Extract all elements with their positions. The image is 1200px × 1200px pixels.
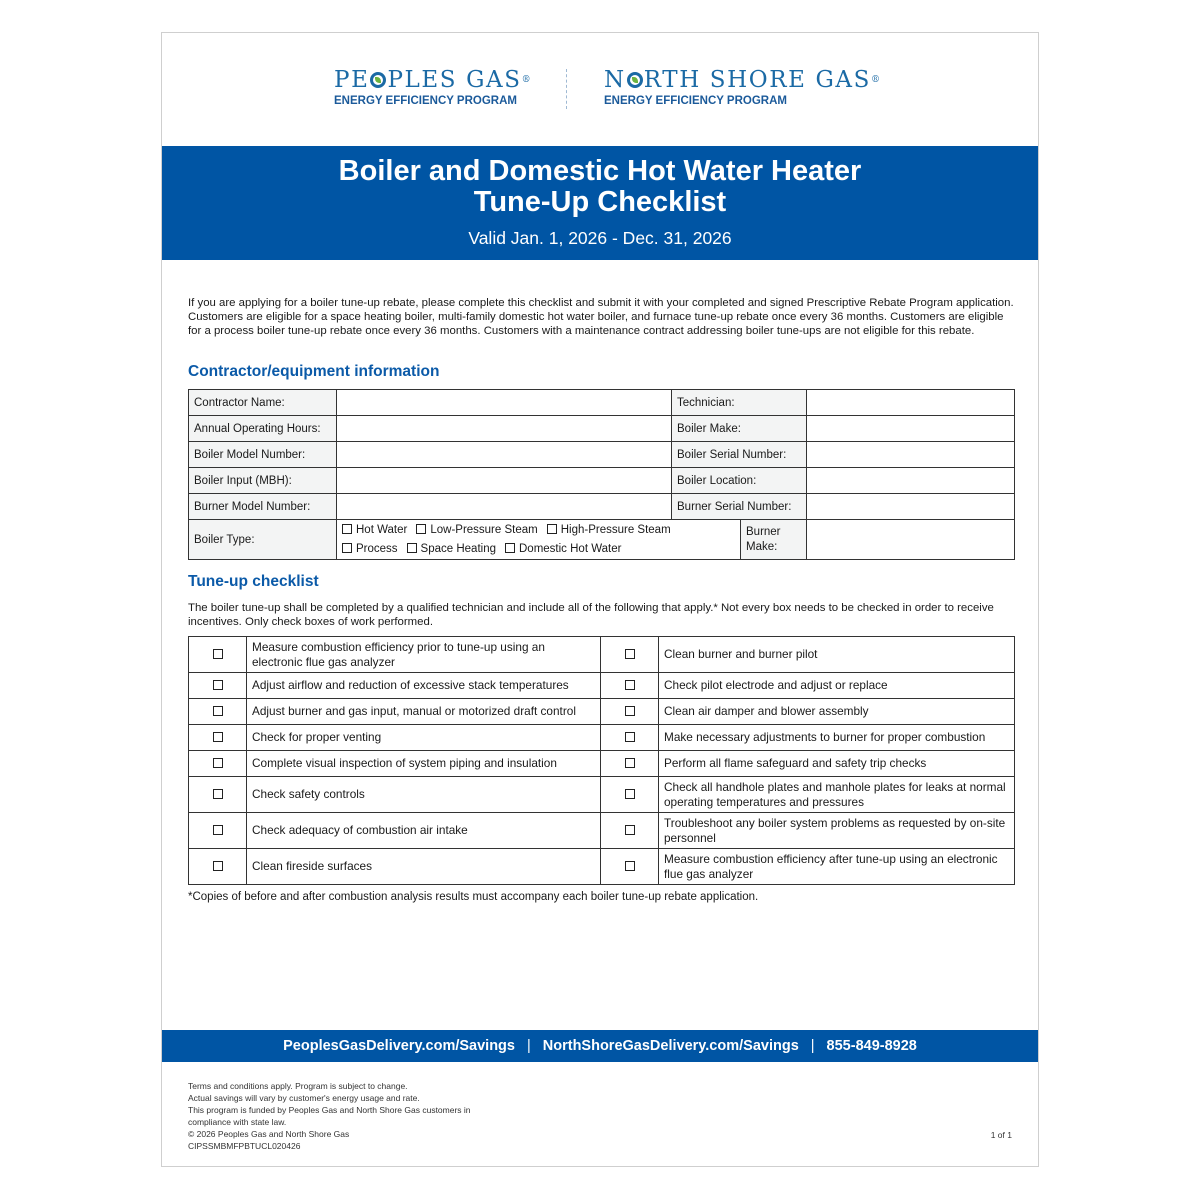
field-label: Annual Operating Hours: — [189, 416, 337, 442]
field-input[interactable] — [337, 468, 672, 494]
checkbox-icon[interactable] — [625, 758, 635, 768]
checkbox-icon[interactable] — [625, 706, 635, 716]
field-input[interactable] — [807, 468, 1015, 494]
field-label: Burner Make: — [741, 520, 807, 560]
peoples-gas-logo: PE PLES GAS® ENERGY EFFICIENCY PROGRAM — [334, 67, 531, 107]
field-input[interactable] — [337, 494, 672, 520]
checkbox-icon[interactable] — [625, 680, 635, 690]
contractor-info-table — [188, 389, 1015, 560]
checklist-item: Check for proper venting — [247, 725, 601, 751]
checkbox-icon[interactable] — [547, 524, 557, 534]
checklist-checkbox-cell[interactable] — [189, 637, 247, 673]
north-shore-gas-link[interactable]: NorthShoreGasDelivery.com/Savings — [542, 1038, 799, 1054]
checklist-checkbox-cell[interactable] — [189, 849, 247, 885]
checkbox-icon[interactable] — [342, 543, 352, 553]
checklist-page — [161, 32, 1039, 1167]
boiler-type-option[interactable]: Process — [342, 543, 398, 555]
checklist-row — [189, 813, 1015, 849]
info-row — [189, 494, 1015, 520]
checklist-checkbox-cell[interactable] — [601, 725, 659, 751]
checkbox-icon[interactable] — [505, 543, 515, 553]
checklist-row — [189, 849, 1015, 885]
field-input[interactable] — [807, 416, 1015, 442]
boiler-type-row — [189, 520, 1015, 560]
field-input[interactable] — [337, 390, 672, 416]
separator: | — [810, 1038, 815, 1054]
field-label: Boiler Model Number: — [189, 442, 337, 468]
checkbox-icon[interactable] — [213, 649, 223, 659]
field-label: Burner Model Number: — [189, 494, 337, 520]
checklist-checkbox-cell[interactable] — [601, 813, 659, 849]
field-input[interactable] — [807, 442, 1015, 468]
checklist-checkbox-cell[interactable] — [189, 751, 247, 777]
checklist-row — [189, 673, 1015, 699]
fine-print: Terms and conditions apply. Program is subject to change. Actual savings will vary by customer's energy usage and rate. This program is funded by Peoples Gas and North Shore Gas customers in compliance with state law. © 2026 Peoples Gas and North Shore Gas CIPSSMBMFPBTUCL020426 — [188, 1081, 471, 1151]
program-logos — [162, 67, 1038, 113]
field-label: Boiler Location: — [672, 468, 807, 494]
checkbox-icon[interactable] — [625, 825, 635, 835]
boiler-type-option[interactable]: Domestic Hot Water — [505, 543, 621, 555]
checkbox-icon[interactable] — [213, 789, 223, 799]
field-label: Boiler Make: — [672, 416, 807, 442]
title-band — [162, 146, 1038, 260]
checklist-item: Adjust airflow and reduction of excessive stack temperatures — [247, 673, 601, 699]
info-row — [189, 390, 1015, 416]
checklist-row — [189, 725, 1015, 751]
boiler-type-option[interactable]: Hot Water — [342, 524, 407, 536]
checklist-item: Troubleshoot any boiler system problems as requested by on-site personnel — [659, 813, 1015, 849]
field-input[interactable] — [337, 416, 672, 442]
burner-make-input[interactable] — [807, 520, 1015, 560]
checklist-item: Measure combustion efficiency after tune-up using an electronic flue gas analyzer — [659, 849, 1015, 885]
checklist-row — [189, 637, 1015, 673]
field-label: Boiler Serial Number: — [672, 442, 807, 468]
checkbox-icon[interactable] — [213, 706, 223, 716]
checklist-checkbox-cell[interactable] — [601, 751, 659, 777]
checkbox-icon[interactable] — [407, 543, 417, 553]
checklist-checkbox-cell[interactable] — [189, 673, 247, 699]
field-label: Contractor Name: — [189, 390, 337, 416]
checklist-item: Clean air damper and blower assembly — [659, 699, 1015, 725]
boiler-type-option[interactable]: Low-Pressure Steam — [416, 524, 537, 536]
intro-paragraph: If you are applying for a boiler tune-up rebate, please complete this checklist and submit it with your completed and signed Prescriptive Rebate Program application. Customers are eligible for a space heating boiler, multi-family domestic hot water boiler, and furnace tune-up rebate once every 36 months. Customers are eligible for a process boiler tune-up rebate once every 36 months. Customers with a maintenance contract addressing boiler tune-ups are not eligible for this rebate. — [188, 297, 1014, 338]
checkbox-icon[interactable] — [213, 825, 223, 835]
contact-band — [162, 1030, 1038, 1062]
field-label: Burner Serial Number: — [672, 494, 807, 520]
checklist-item: Measure combustion efficiency prior to tune-up using an electronic flue gas analyzer — [247, 637, 601, 673]
checkbox-icon[interactable] — [625, 732, 635, 742]
tuneup-section-title: Tune-up checklist — [188, 573, 319, 590]
checklist-checkbox-cell[interactable] — [189, 777, 247, 813]
boiler-type-option[interactable]: Space Heating — [407, 543, 496, 555]
field-input[interactable] — [807, 494, 1015, 520]
checkbox-icon[interactable] — [342, 524, 352, 534]
checklist-item: Make necessary adjustments to burner for proper combustion — [659, 725, 1015, 751]
field-input[interactable] — [337, 442, 672, 468]
checklist-item: Perform all flame safeguard and safety trip checks — [659, 751, 1015, 777]
tuneup-checklist-table — [188, 636, 1015, 885]
leaf-o-icon — [627, 72, 643, 88]
checklist-item: Check adequacy of combustion air intake — [247, 813, 601, 849]
checklist-item: Complete visual inspection of system piping and insulation — [247, 751, 601, 777]
field-label: Technician: — [672, 390, 807, 416]
checklist-checkbox-cell[interactable] — [601, 637, 659, 673]
checklist-item: Adjust burner and gas input, manual or motorized draft control — [247, 699, 601, 725]
checklist-row — [189, 699, 1015, 725]
contractor-section-title: Contractor/equipment information — [188, 363, 440, 380]
page-title: Boiler and Domestic Hot Water Heater Tune-Up Checklist — [338, 155, 862, 218]
checkbox-icon[interactable] — [213, 861, 223, 871]
checklist-checkbox-cell[interactable] — [601, 849, 659, 885]
peoples-gas-link[interactable]: PeoplesGasDelivery.com/Savings — [283, 1038, 515, 1054]
checkbox-icon[interactable] — [213, 680, 223, 690]
checklist-item: Check pilot electrode and adjust or replace — [659, 673, 1015, 699]
phone-number[interactable]: 855-849-8928 — [826, 1038, 917, 1054]
north-shore-gas-logo: N RTH SHORE GAS® ENERGY EFFICIENCY PROGRAM — [604, 67, 880, 107]
field-label: Boiler Type: — [189, 520, 337, 560]
checklist-row — [189, 777, 1015, 813]
checkbox-icon[interactable] — [213, 758, 223, 768]
peoples-gas-program-label: ENERGY EFFICIENCY PROGRAM — [334, 95, 517, 107]
checklist-item: Check safety controls — [247, 777, 601, 813]
field-label: Boiler Input (MBH): — [189, 468, 337, 494]
field-input[interactable] — [807, 390, 1015, 416]
checkbox-icon[interactable] — [213, 732, 223, 742]
checklist-checkbox-cell[interactable] — [601, 673, 659, 699]
checklist-checkbox-cell[interactable] — [601, 699, 659, 725]
checklist-checkbox-cell[interactable] — [189, 725, 247, 751]
boiler-type-options — [337, 520, 741, 560]
checkbox-icon[interactable] — [625, 789, 635, 799]
checkbox-icon[interactable] — [625, 861, 635, 871]
separator: | — [526, 1038, 531, 1054]
validity-dates: Valid Jan. 1, 2026 - Dec. 31, 2026 — [468, 228, 732, 248]
boiler-type-option[interactable]: High-Pressure Steam — [547, 524, 671, 536]
logo-divider — [566, 69, 567, 109]
checklist-checkbox-cell[interactable] — [189, 813, 247, 849]
footnote: *Copies of before and after combustion analysis results must accompany each boiler tune-up rebate application. — [188, 891, 759, 903]
info-row — [189, 416, 1015, 442]
tuneup-intro: The boiler tune-up shall be completed by a qualified technician and include all of the following that apply.* Not every box needs to be checked in order to receive incentives. Only check boxes of work performed. — [188, 602, 994, 628]
checkbox-icon[interactable] — [416, 524, 426, 534]
checklist-checkbox-cell[interactable] — [601, 777, 659, 813]
checklist-checkbox-cell[interactable] — [189, 699, 247, 725]
north-shore-gas-program-label: ENERGY EFFICIENCY PROGRAM — [604, 95, 787, 107]
checklist-row — [189, 751, 1015, 777]
info-row — [189, 442, 1015, 468]
page-number: 1 of 1 — [990, 1130, 1012, 1140]
checkbox-icon[interactable] — [625, 649, 635, 659]
checklist-item: Clean fireside surfaces — [247, 849, 601, 885]
checklist-item: Check all handhole plates and manhole plates for leaks at normal operating temperatures and pressures — [659, 777, 1015, 813]
leaf-o-icon — [370, 72, 386, 88]
info-row — [189, 468, 1015, 494]
checklist-item: Clean burner and burner pilot — [659, 637, 1015, 673]
